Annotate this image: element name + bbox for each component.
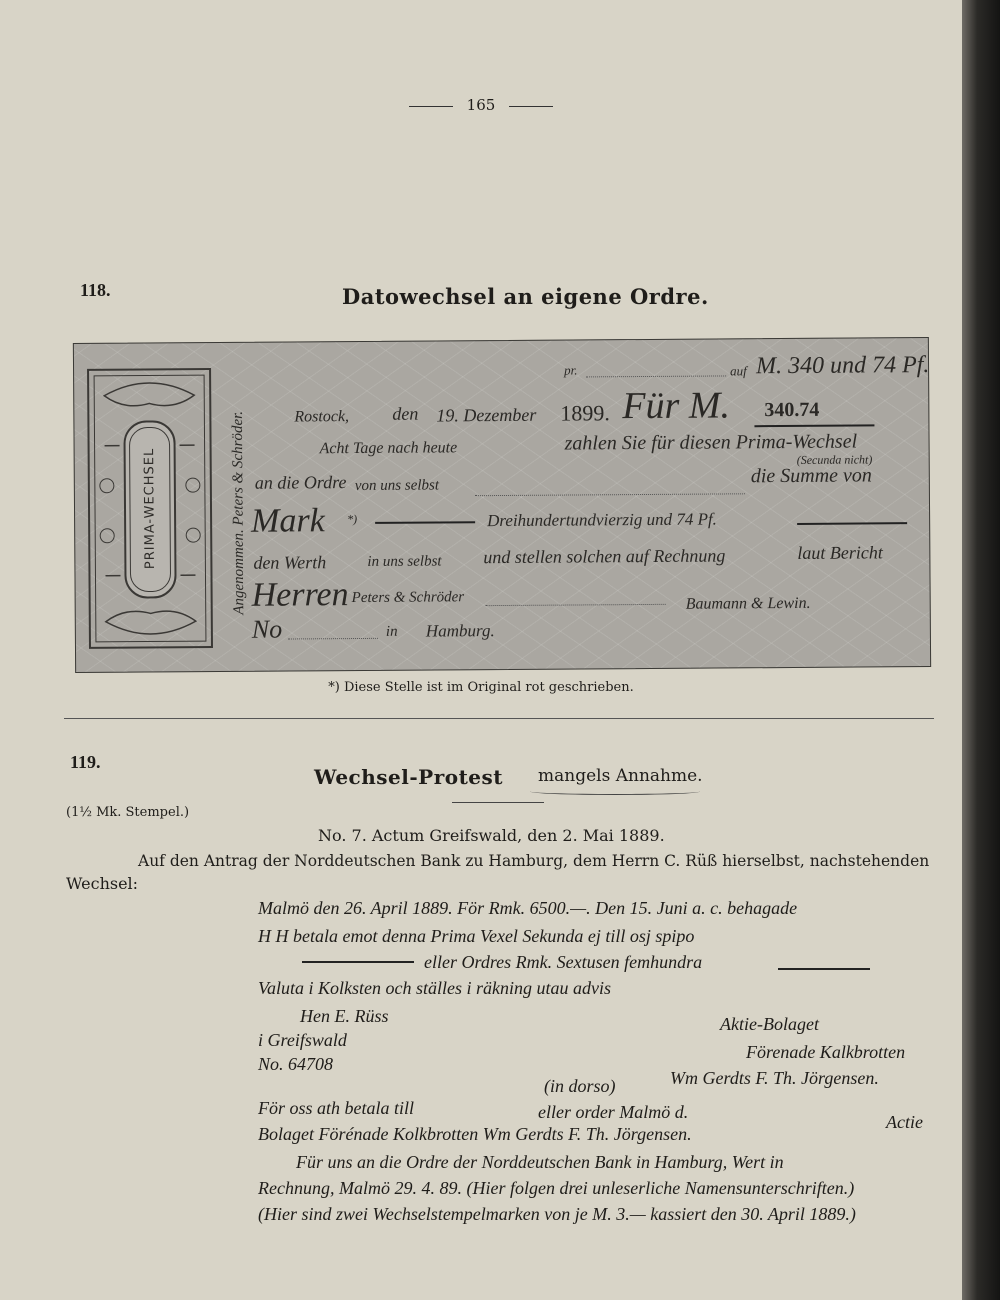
cheque-city: Hamburg. [425, 621, 495, 641]
protest-line-9: No. 64708 [258, 1054, 334, 1074]
cheque-no: No [251, 614, 283, 644]
cheque-herren: Herren [251, 576, 349, 614]
cheque-year: 1899. [560, 400, 610, 426]
cheque-die-summe: die Summe von [750, 464, 872, 488]
section-title-119: Wechsel-Protest [314, 765, 504, 789]
protest-line-10: Wm Gerdts F. Th. Jörgensen. [670, 1068, 879, 1088]
acceptance-vertical [224, 373, 254, 653]
cheque-date: 19. Dezember [436, 404, 537, 426]
cheque-auf: auf [730, 363, 747, 379]
protest-line-8: Förenade Kalkbrotten [746, 1042, 906, 1062]
cheque-amount-words: Dreihundertundvierzig und 74 Pf. [487, 509, 717, 531]
header-rule-right [509, 106, 553, 107]
protest-line-12a: För oss ath betala till [258, 1098, 415, 1118]
protest-line-16: (Hier sind zwei Wechselstempelmarken von je M. 3.— kassiert den 30. April 1889.) [258, 1204, 856, 1224]
cheque-laut: laut Bericht [797, 542, 883, 563]
protest-line-3: eller Ordres Rmk. Sextusen femhundra [424, 952, 703, 972]
cheque-und-stellen: und stellen solchen auf Rechnung [483, 545, 726, 568]
cheque-den: den [392, 403, 419, 424]
section-divider [64, 718, 934, 719]
cheque-von-uns: von uns selbst [354, 477, 440, 495]
cheque-den-werth: den Werth [253, 552, 327, 573]
protest-line-1: Malmö den 26. April 1889. För Rmk. 6500.—. Den 15. Juni a. c. behagade [258, 898, 798, 918]
protest-line-4: Valuta i Kolksten och ställes i räkning utau advis [258, 978, 611, 998]
stempel-note: (1½ Mk. Stempel.) [66, 805, 190, 820]
actum-line: No. 7. Actum Greifswald, den 2. Mai 1889. [318, 826, 665, 845]
section-number-119: 119. [70, 752, 101, 772]
dotline [486, 604, 666, 606]
cheque-acht-tage: Acht Tage nach heute [319, 439, 458, 458]
protest-line-11: (in dorso) [544, 1076, 616, 1096]
cheque-an-die-ordre: an die Ordre [254, 472, 347, 493]
cheque-place: Rostock, [294, 408, 350, 426]
cheque-fur-m: Für M. [622, 384, 731, 428]
dotline [475, 493, 745, 496]
page-header [0, 96, 962, 114]
cheque-mark: Mark [250, 502, 325, 540]
dotline [288, 638, 378, 640]
cheque-drawee: Peters & Schröder [351, 589, 465, 607]
page-number: 165 [466, 96, 496, 114]
protest-line-13: Bolaget Förénade Kolkbrotten Wm Gerdts F. Th. Jörgensen. [258, 1124, 692, 1144]
cheque-zahlen: zahlen Sie für diesen Prima-Wechsel [564, 430, 858, 455]
protest-line-5: Hen E. Rüss [300, 1006, 389, 1026]
dash-right [778, 968, 870, 970]
cheque-pr: pr. [564, 362, 578, 378]
section-title-118: Datowechsel an eigene Ordre. [342, 284, 709, 309]
protest-line-6: Aktie-Bolaget [720, 1014, 819, 1034]
protest-line-12c: Actie [886, 1112, 923, 1132]
cheque-star: *) [347, 512, 358, 527]
book-edge [962, 0, 1000, 1300]
protest-line-7: i Greifswald [258, 1030, 347, 1050]
protest-line-15: Rechnung, Malmö 29. 4. 89. (Hier folgen drei unleserliche Namensunterschriften.) [258, 1178, 855, 1198]
title-underline [530, 788, 700, 795]
acceptance-text: Angenommen. Peters & Schröder. [229, 410, 248, 615]
section-title-119-suffix: mangels Annahme. [538, 766, 703, 786]
cheque-in: in [385, 623, 398, 640]
intro-line: Auf den Antrag der Norddeutschen Bank zu Hamburg, dem Herrn C. Rüß hierselbst, nachstehenden [138, 852, 930, 870]
ornament-label: PRIMA-WECHSEL [142, 447, 158, 570]
amount-dash [754, 424, 874, 427]
protest-line-14: Für uns an die Ordre der Norddeutschen Bank in Hamburg, Wert in [296, 1152, 784, 1172]
ornament-panel [84, 365, 216, 652]
header-rule-left [409, 106, 453, 107]
footnote: *) Diese Stelle ist im Original rot geschrieben. [328, 680, 634, 695]
cheque-drawer: Baumann & Lewin. [685, 594, 811, 613]
cheque-in-uns: in uns selbst [367, 553, 442, 570]
cheque-amount-num: 340.74 [764, 398, 820, 422]
protest-line-2: H H betala emot denna Prima Vexel Sekunda ej till osj spipo [258, 926, 695, 946]
title-shortrule [452, 802, 544, 803]
section-number-118: 118. [80, 280, 111, 300]
intro-line-2: Wechsel: [66, 874, 139, 893]
cheque-amount-top: M. 340 und 74 Pf. [755, 352, 930, 380]
mark-dash [375, 521, 475, 524]
dash-left [302, 961, 414, 963]
dotline [586, 375, 726, 377]
cheque-sekunda: (Secunda nicht) [796, 452, 873, 467]
words-dash [797, 522, 907, 525]
cheque-image [73, 337, 931, 673]
protest-line-12b: eller order Malmö d. [538, 1102, 689, 1122]
